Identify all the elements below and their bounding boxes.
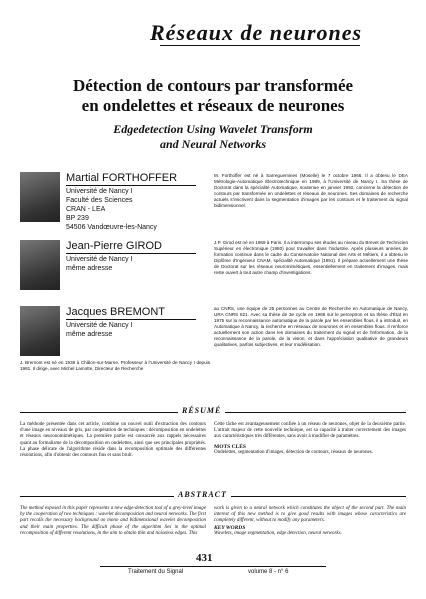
- journal-name: Traitement du Signal: [128, 569, 184, 575]
- journal-volume: volume 8 - n° 6: [248, 569, 289, 575]
- article-subtitle: [60, 122, 366, 152]
- abstract-heading: ABSTRACT: [174, 490, 231, 499]
- author-bio: J. Bremont est né en 1938 à Châlon-sur-Marne. Professeur à l'Université de Nancy I depuis 1981. Il dirige, avec Michel Lamotte, Directeur de Recherche: [20, 360, 210, 371]
- abstract-column-1: The method exposed in this paper represents a new edge-detection tool of a grey-level image by the cooperation of two techniques : wavelet decomposition and neural networks. The first part recalls the necessary background on mono and bidimensional wavelet decomposition and their main properties. The difficult phase of the algorithm lies in the optimal recomposition of different resolutions, in the aim to obtain thin and noiseless edges. This: [20, 506, 206, 536]
- author-name: Jacques BREMONT: [66, 306, 196, 320]
- author-photo: [20, 172, 60, 222]
- abstract-column-2: [214, 506, 406, 537]
- resume-text: Cette tâche est avantageusement confiée à un réseau de neurones, objet de la deuxième partie. L'attrait majeur de cette nouvelle technique, est sa capacité à traiter correctement des images aux caractéristiques très différentes, sans avoir à modifier de paramètres.: [214, 422, 406, 440]
- author-name: Jean-Pierre GIROD: [66, 240, 196, 254]
- resume-keywords: Ondelettes, segmentation d'images, détection de contours, réseaux de neurones.: [214, 449, 373, 455]
- title-line-1: Détection de contours par transformée: [72, 76, 354, 95]
- author-bio-continued: au CNRS, une équipe de 25 personnes au Centre de Recherche en Automatique de Nancy, URA CNRS 821. Avec sa thèse de 3e cycle en 1968 sur le perceptron et sa thèse d'État en 1975 sur la reconnaissance automatique de la parole par les ensembles flous, il a introduit, en Automatique à Nancy, la recherche en réseaux de neurones et en ensembles flous. Il renforce actuellement son action dans les domaines du traitement du signal et de l'information, de la reconnaissance de la parole, de la vision, et dans l'appréciation qualitative de grandeurs qualitatives, parfois subjectives, et leur modélisation.: [214, 306, 408, 347]
- article-title: [20, 76, 406, 116]
- author-name: Martial FORTHOFFER: [66, 172, 196, 186]
- subtitle-line-2: and Neural Networks: [159, 137, 266, 151]
- author-affiliation: Université de Nancy I même adresse: [66, 256, 133, 272]
- abstract-keywords-heading: KEY WORDS: [214, 524, 246, 531]
- author-photo: [20, 306, 60, 356]
- resume-heading: RÉSUMÉ: [178, 406, 225, 415]
- resume-column-1: La méthode présentée dans cet article, combine un nouvel outil d'extraction des contours d'une image en niveaux de gris, par coopération de techniques : décomposition en ondelettes et réseaux neuronomimétiques. La première partie est consacrée aux rappels nécessaires quant au formalisme de la décomposition en ondelettes, ainsi que ses principales propriétés. La phase délicate de l'algorithme réside dans la recomposition optimale des différentes résolutions, afin d'obtenir des contours fins et sans bruit.: [20, 422, 206, 459]
- page-number: 431: [196, 552, 213, 564]
- author-affiliation: Université de Nancy I même adresse: [66, 322, 133, 338]
- abstract-keywords: Wavelets, image segmentation, edge detection, neural networks.: [214, 530, 342, 536]
- author-bio: M. Forthoffer est né à Sarreguemines (Moselle) le 7 octobre 1966. Il a obtenu le DEA Métrologie-Automatique Électrotechnique en 1989, à l'Université de Nancy I. Sa thèse de Doctorat dans la spécialité Automatique, soutenue en janvier 1992, concerne la détection de contours par transformée en ondelettes et réseaux de neurones. Ses domaines de recherche actuels s'inscrivent dans la segmentation d'images par les contours et le traitement du signal bidimensionnel.: [214, 173, 408, 208]
- running-head-rule: [160, 45, 360, 46]
- subtitle-line-1: Edgedetection Using Wavelet Transform: [113, 122, 313, 136]
- title-line-2: en ondelettes et réseaux de neurones: [81, 96, 345, 115]
- author-affiliation: Université de Nancy I Faculté des Sciences CRAN - LEA BP 239 54506 Vandœuvre-les-Nancy: [66, 188, 157, 231]
- running-head: Réseaux de neurones: [150, 20, 363, 45]
- resume-column-2: [214, 422, 406, 456]
- abstract-text: work is given to a neural network which constitutes the object of the second part. The main interest of this new method is to give good results with images whose caracteristics are completely different, without to modify any parameters.: [214, 506, 406, 524]
- author-photo: [20, 240, 60, 290]
- author-bio: J.P. Girod est né en 1959 à Paris. Il a interrompu ses études au niveau du Brevet de Technicien Supérieur en électronique (1980) pour travailler dans l'industrie. Après plusieurs années de formation continue dans le cadre du Conservatoire National des Arts et Métiers, il a obtenu le Diplôme d'Ingénieur CNAM, spécialité Automatique (1991). Il prépare actuellement une thèse de Doctorat sur les réseaux neuromimétiques, essentiellement en traitement d'images, mais reste ouvert à tout autre champ d'investigations.: [214, 240, 408, 275]
- footer-rule: [100, 566, 326, 567]
- resume-keywords-heading: MOTS CLÉS: [214, 443, 246, 450]
